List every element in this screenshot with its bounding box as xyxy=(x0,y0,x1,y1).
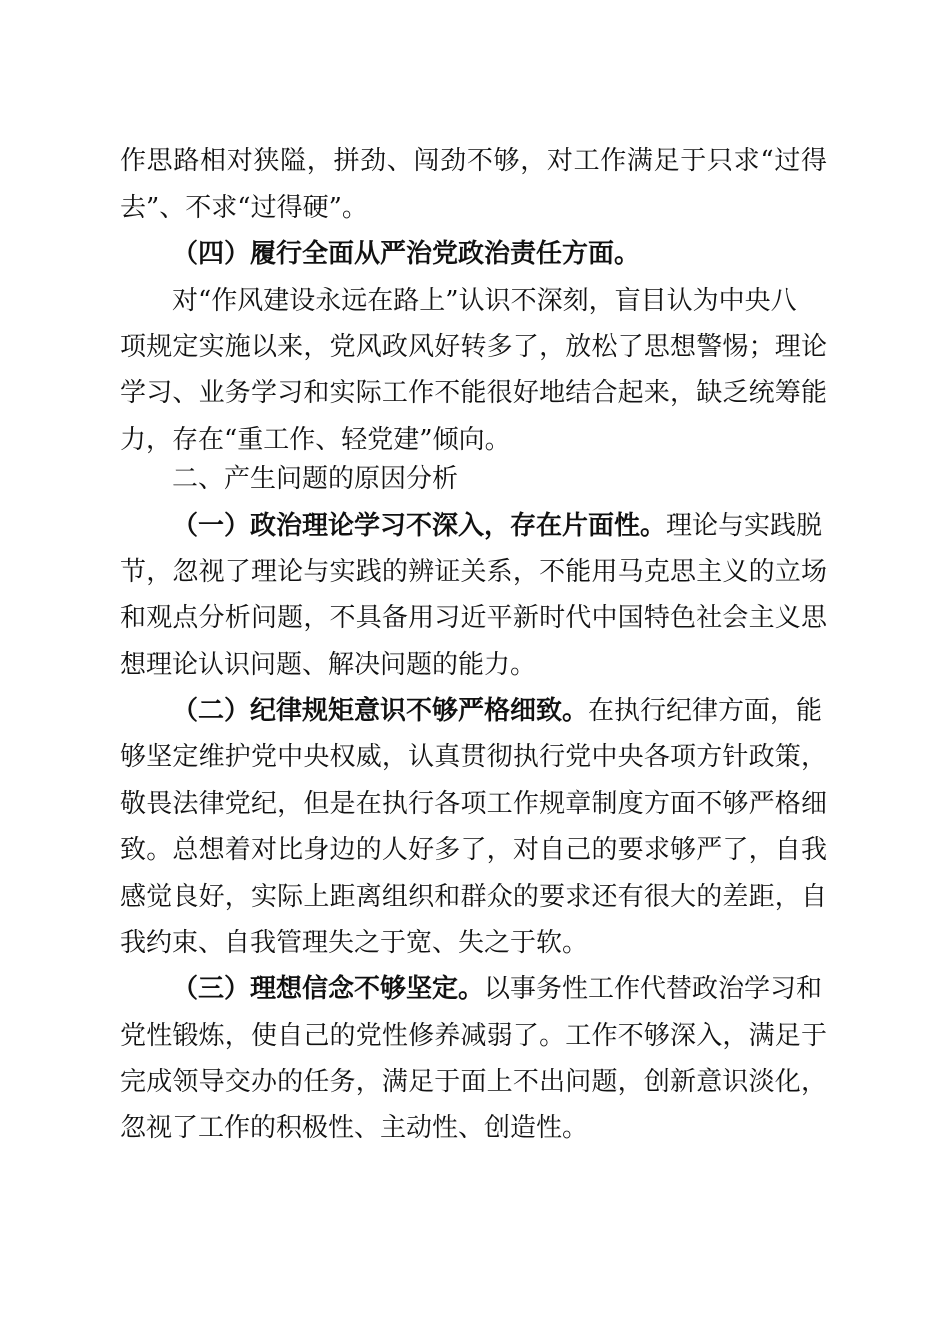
paragraph-lead-rest: 在执行纪律方面，能 xyxy=(588,696,823,726)
paragraph-lead-rest: 理论与实践脱 xyxy=(666,511,823,541)
text-line: 党性锻炼，使自己的党性修养减弱了。工作不够深入，满足于 xyxy=(120,1021,827,1051)
text-line: 完成领导交办的任务，满足于面上不出问题，创新意识淡化， xyxy=(120,1067,827,1097)
section-subheading: （四）履行全面从严治党政治责任方面。 xyxy=(172,239,641,269)
text-line: 致。总想着对比身边的人好多了，对自己的要求够严了，自我 xyxy=(120,835,827,865)
text-line: 我约束、自我管理失之于宽、失之于软。 xyxy=(120,928,589,958)
paragraph-lead-line xyxy=(172,511,822,541)
section-heading: 二、产生问题的原因分析 xyxy=(172,464,459,494)
text-line: 敬畏法律党纪，但是在执行各项工作规章制度方面不够严格细 xyxy=(120,789,827,819)
paragraph-lead-bold: （一）政治理论学习不深入，存在片面性。 xyxy=(172,511,667,541)
text-line: 想理论认识问题、解决问题的能力。 xyxy=(120,650,537,680)
paragraph-lead-rest: 以事务性工作代替政治学习和 xyxy=(484,974,823,1004)
text-line: 力，存在“重工作、轻党建”倾向。 xyxy=(120,425,511,455)
text-line: 够坚定维护党中央权威，认真贯彻执行党中央各项方针政策， xyxy=(120,742,827,772)
text-line: 节，忽视了理论与实践的辨证关系，不能用马克思主义的立场 xyxy=(120,557,827,587)
paragraph-lead-line xyxy=(172,974,822,1004)
text-line: 去”、不求“过得硬”。 xyxy=(120,193,368,223)
text-line: 项规定实施以来，党风政风好转多了，放松了思想警惕；理论 xyxy=(120,332,827,362)
text-line: 对“作风建设永远在路上”认识不深刻，盲目认为中央八 xyxy=(172,286,797,316)
paragraph-lead-bold: （三）理想信念不够坚定。 xyxy=(172,974,485,1004)
text-line: 作思路相对狭隘，拼劲、闯劲不够，对工作满足于只求“过得 xyxy=(120,146,827,176)
paragraph-lead-bold: （二）纪律规矩意识不够严格细致。 xyxy=(172,696,589,726)
text-line: 感觉良好，实际上距离组织和群众的要求还有很大的差距，自 xyxy=(120,882,827,912)
text-line: 和观点分析问题，不具备用习近平新时代中国特色社会主义思 xyxy=(120,603,827,633)
paragraph-lead-line xyxy=(172,696,822,726)
text-line: 学习、业务学习和实际工作不能很好地结合起来，缺乏统筹能 xyxy=(120,378,827,408)
text-line: 忽视了工作的积极性、主动性、创造性。 xyxy=(120,1113,589,1143)
